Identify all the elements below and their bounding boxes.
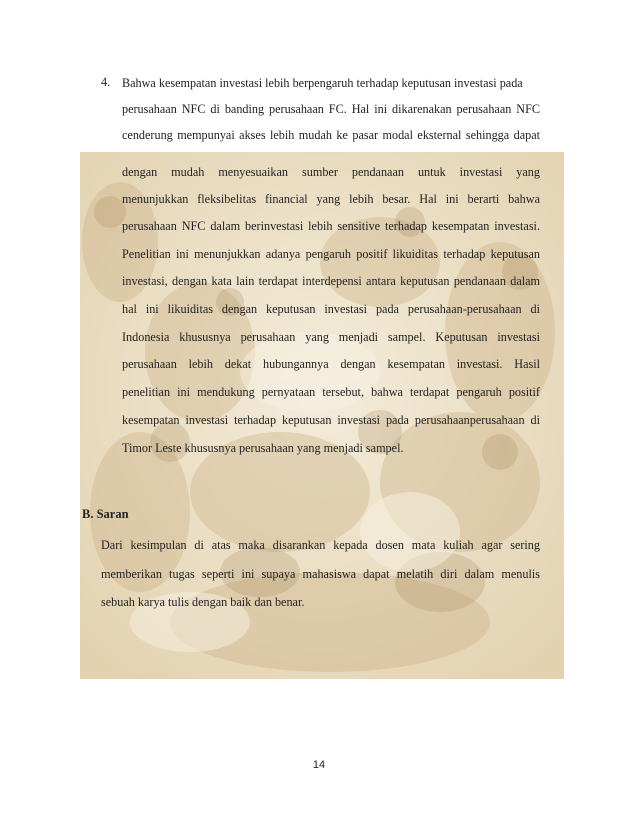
paragraph-line: menunjukkan fleksibelitas financial yang lebih besar. Hal ini berarti bahwa <box>122 192 540 206</box>
section-heading: B. Saran <box>82 507 129 521</box>
paragraph-line: dengan mudah menyesuaikan sumber pendanaan untuk investasi yang <box>122 165 540 179</box>
paragraph-line: Timor Leste khususnya perusahaan yang menjadi sampel. <box>122 441 404 455</box>
paragraph-line: perusahaan lebih dekat hubungannya dengan kesempatan investasi. Hasil <box>122 357 540 371</box>
paragraph-line: hal ini likuiditas dengan keputusan investasi pada perusahaan-perusahaan di <box>122 302 540 316</box>
paragraph-line: cenderung mempunyai akses lebih mudah ke pasar modal eksternal sehingga dapat <box>122 128 540 142</box>
list-number: 4. <box>101 75 111 89</box>
paragraph-line: Bahwa kesempatan investasi lebih berpengaruh terhadap keputusan investasi pada <box>122 76 523 90</box>
paragraph-line: Penelitian ini menunjukkan adanya pengaruh positif likuiditas terhadap keputusan <box>122 247 540 261</box>
paragraph-line: perusahaan NFC di banding perusahaan FC. Hal ini dikarenakan perusahaan NFC <box>122 102 540 116</box>
paragraph-line: Dari kesimpulan di atas maka disarankan kepada dosen mata kuliah agar sering <box>101 538 540 552</box>
paragraph-line: investasi, dengan kata lain terdapat interdepensi antara keputusan pendanaan dalam <box>122 274 540 288</box>
paragraph-line: penelitian ini mendukung pernyataan tersebut, bahwa terdapat pengaruh positif <box>122 385 540 399</box>
paragraph-line: memberikan tugas seperti ini supaya mahasiswa dapat melatih diri dalam menulis <box>101 567 540 581</box>
paragraph-line: perusahaan NFC dalam berinvestasi lebih sensitive terhadap kesempatan investasi. <box>122 219 540 233</box>
paragraph-line: kesempatan investasi terhadap keputusan investasi pada perusahaanperusahaan di <box>122 413 540 427</box>
paragraph-line: sebuah karya tulis dengan baik dan benar. <box>101 595 305 609</box>
paragraph-line: Indonesia khususnya perusahaan yang menjadi sampel. Keputusan investasi <box>122 330 540 344</box>
page-number: 14 <box>312 759 326 771</box>
